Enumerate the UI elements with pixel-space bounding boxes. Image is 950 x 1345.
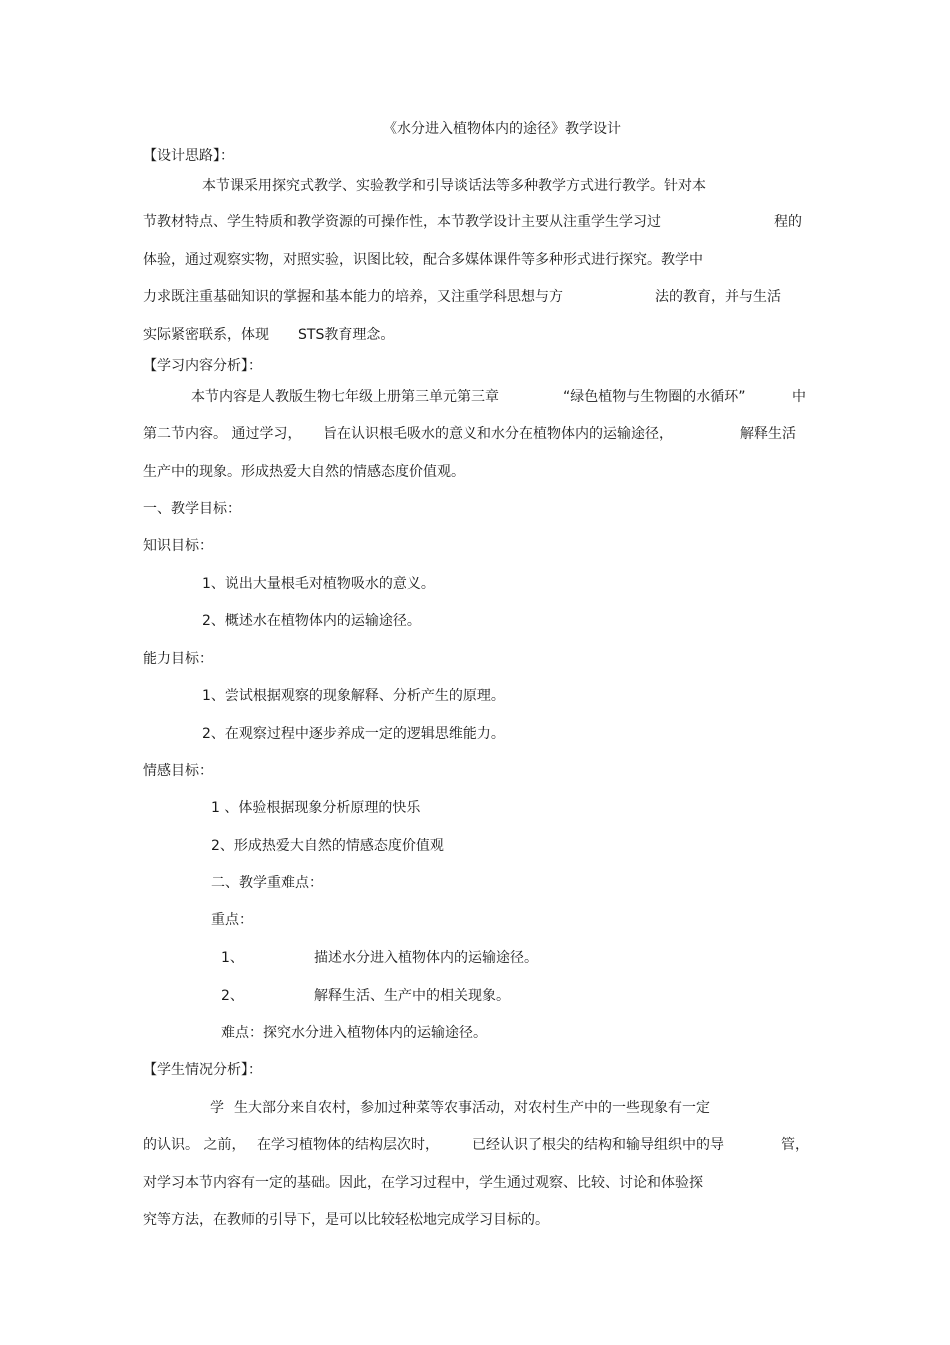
emotion-goal-2: 2、形成热爱大自然的情感态度价值观	[211, 838, 444, 854]
design-line-4a: 力求既注重基础知识的掌握和基本能力的培养，又注重学科思想与方	[143, 289, 563, 305]
emotion-goals-label: 情感目标：	[143, 763, 213, 779]
content-line-1a: 本节内容是人教版生物七年级上册第三单元第三章	[191, 389, 499, 405]
knowledge-goals-label: 知识目标：	[143, 538, 213, 554]
content-line-2c: 解释生活	[740, 426, 796, 442]
keypoints-heading: 二、教学重难点：	[211, 875, 323, 891]
emotion-goal-1: 1 、体验根据现象分析原理的快乐	[211, 800, 421, 816]
design-line-3: 体验，通过观察实物，对照实验，识图比较，配合多媒体课件等多种形式进行探究。教学中	[143, 252, 703, 268]
focus-2-number: 2、	[221, 988, 244, 1004]
content-heading: 【学习内容分析】：	[143, 358, 262, 374]
students-line-4: 究等方法，在教师的引导下，是可以比较轻松地完成学习目标的。	[143, 1212, 549, 1228]
content-line-3: 生产中的现象。形成热爱大自然的情感态度价值观。	[143, 464, 465, 480]
content-line-2b: 旨在认识根毛吸水的意义和水分在植物体内的运输途径，	[323, 426, 673, 442]
content-line-1b: “绿色植物与生物圈的水循环”	[563, 389, 746, 405]
ability-goal-2: 2、在观察过程中逐步养成一定的逻辑思维能力。	[202, 726, 505, 742]
focus-label: 重点：	[211, 912, 253, 928]
students-line-1b: 生大部分来自农村，参加过种菜等农事活动，对农村生产中的一些现象有一定	[234, 1100, 710, 1116]
document-title: 《水分进入植物体内的途径》教学设计	[383, 121, 621, 137]
ability-goal-1: 1、尝试根据观察的现象解释、分析产生的原理。	[202, 688, 505, 704]
design-line-5a: 实际紧密联系，体现	[143, 327, 269, 343]
design-line-5b: STS教育理念。	[298, 327, 395, 343]
students-line-1a: 学	[210, 1100, 224, 1116]
design-line-4b: 法的教育，并与生活	[655, 289, 781, 305]
design-heading: 【设计思路】：	[143, 148, 234, 164]
focus-2-text: 解释生活、生产中的相关现象。	[314, 988, 510, 1004]
knowledge-goal-2: 2、概述水在植物体内的运输途径。	[202, 613, 421, 629]
focus-1-number: 1、	[221, 950, 244, 966]
design-line-1: 本节课采用探究式教学、实验教学和引导谈话法等多种教学方式进行教学。针对本	[202, 178, 706, 194]
students-line-2c: 已经认识了根尖的结构和输导组织中的导	[472, 1137, 724, 1153]
content-line-2a: 第二节内容。 通过学习，	[143, 426, 302, 442]
design-line-2a: 节教材特点、学生特质和教学资源的可操作性，本节教学设计主要从注重学生学习过	[143, 214, 661, 230]
goals-heading: 一、教学目标：	[143, 501, 241, 517]
knowledge-goal-1: 1、说出大量根毛对植物吸水的意义。	[202, 576, 435, 592]
students-line-2b: 在学习植物体的结构层次时，	[257, 1137, 439, 1153]
students-line-3: 对学习本节内容有一定的基础。因此，在学习过程中，学生通过观察、比较、讨论和体验探	[143, 1175, 703, 1191]
design-line-2b: 程的	[774, 214, 802, 230]
difficulty-text: 难点：探究水分进入植物体内的运输途径。	[221, 1025, 487, 1041]
students-heading: 【学生情况分析】：	[143, 1062, 262, 1078]
focus-1-text: 描述水分进入植物体内的运输途径。	[314, 950, 538, 966]
students-line-2d: 管，	[781, 1137, 809, 1153]
content-line-1c: 中	[792, 389, 806, 405]
ability-goals-label: 能力目标：	[143, 651, 213, 667]
students-line-2a: 的认识。 之前，	[143, 1137, 246, 1153]
